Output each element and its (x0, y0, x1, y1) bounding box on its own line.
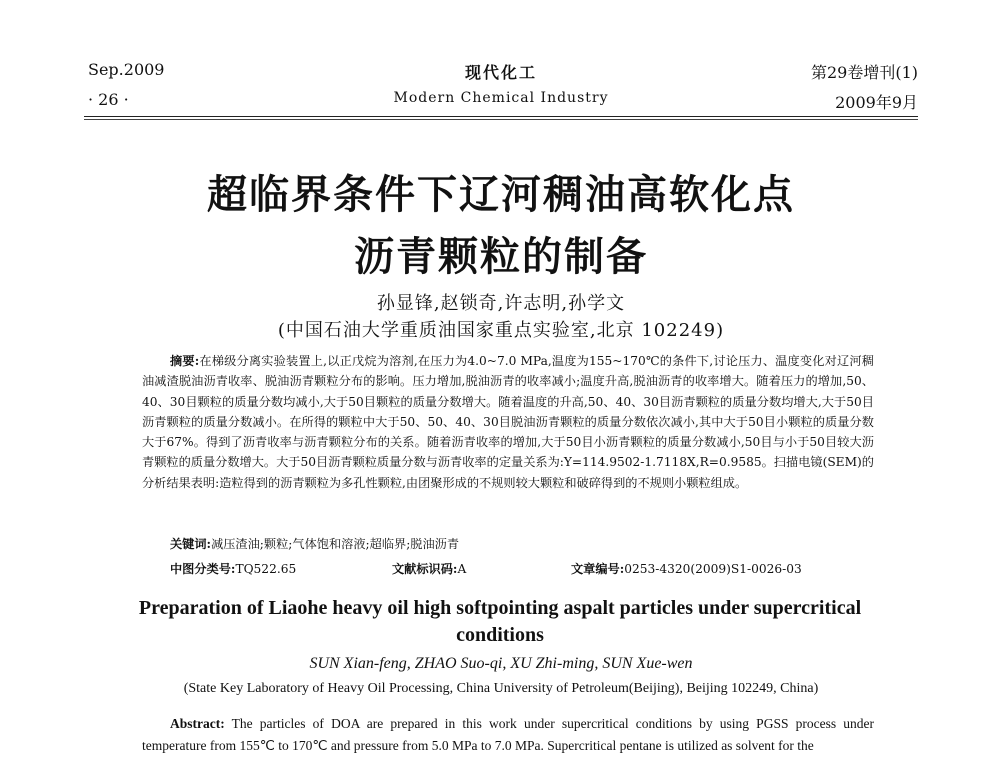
running-header-bottom (84, 90, 918, 114)
clc-number (170, 560, 296, 577)
clc-label: 中图分类号: (170, 562, 236, 576)
doc-code-value: A (457, 562, 467, 576)
issue-date: Sep.2009 (88, 60, 165, 79)
abstract-en-text: The particles of DOA are prepared in this work under supercritical conditions by using PGSS process under temperature from 155℃ to 170℃ and pressure from 5.0 MPa to 7.0 MPa. Supercritical pentane is utilized as solvent for the (142, 716, 874, 753)
title-cn-line1: 超临界条件下辽河稠油高软化点 (207, 172, 795, 218)
running-header-top (84, 60, 918, 84)
article-number-label: 文章编号: (571, 562, 625, 576)
volume-info: 第29卷增刊(1) (810, 63, 918, 82)
affiliation-cn: (中国石油大学重质油国家重点实验室,北京 102249) (277, 320, 725, 341)
header-rule (84, 116, 918, 117)
header-rule-thin (84, 119, 918, 120)
abstract-cn-text: 在梯级分离实验装置上,以正戊烷为溶剂,在压力为4.0~7.0 MPa,温度为155~170℃的条件下,讨论压力、温度变化对辽河稠油减渣脱油沥青收率、脱油沥青颗粒分布的影响。压力增加,脱油沥青的收率减小;温度升高,脱油沥青的收率增大。随着压力的增加,50、40、30目颗粒的质量分数均减小,大于50目颗粒的质量分数增大。随着温度的升高,50、40、30目沥青颗粒的质量分数均增大,大于50目沥青颗粒的质量分数减小。在所得的颗粒中大于50、50、40、30目脱油沥青颗粒的质量分数依次减小,其中大于50目小颗粒的质量分数大于67%。得到了沥青收率与沥青颗粒分布的关系。随着沥青收率的增加,大于50目小沥青颗粒的质量分数减小,50目与小于50目较大沥青颗粒的质量分数增大。大于50目沥青颗粒质量分数与沥青收率的定量关系为:Y=114.9502-1.7118X,R=0.9585。扫描电镜(SEM)的分析结果表明:造粒得到的沥青颗粒为多孔性颗粒,由团聚形成的不规则较大颗粒和破碎得到的不规则小颗粒组成。 (142, 354, 874, 490)
authors-en: SUN Xian-feng, ZHAO Suo-qi, XU Zhi-ming, SUN Xue-wen (309, 655, 693, 672)
article-number (571, 560, 802, 577)
authors-cn: 孙显锋,赵锁奇,许志明,孙学文 (376, 293, 626, 314)
article-number-value: 0253-4320(2009)S1-0026-03 (624, 562, 802, 576)
issue-date-cn: 2009年9月 (835, 93, 918, 112)
affiliation-en: (State Key Laboratory of Heavy Oil Processing, China University of Petroleum(Beijing), Beijing 102249, China) (183, 681, 819, 696)
title-cn-line2: 沥青颗粒的制备 (354, 234, 648, 280)
journal-name-en: Modern Chemical Industry (393, 90, 609, 106)
document-code (392, 560, 466, 577)
keywords-cn (170, 535, 459, 552)
abstract-cn (142, 351, 874, 493)
keywords-cn-text: 减压渣油;颗粒;气体饱和溶液;超临界;脱油沥青 (211, 537, 460, 551)
journal-name-cn: 现代化工 (464, 63, 537, 82)
clc-value: TQ522.65 (235, 562, 297, 576)
keywords-cn-label: 关键词: (170, 537, 212, 551)
abstract-cn-label: 摘要: (170, 354, 200, 368)
abstract-en (142, 713, 874, 757)
doc-code-label: 文献标识码: (392, 562, 458, 576)
page-number: · 26 · (88, 90, 129, 109)
abstract-en-label: Abstract: (170, 716, 225, 731)
title-en: Preparation of Liaohe heavy oil high softpointing aspalt particles under supercritical conditions (138, 597, 862, 646)
